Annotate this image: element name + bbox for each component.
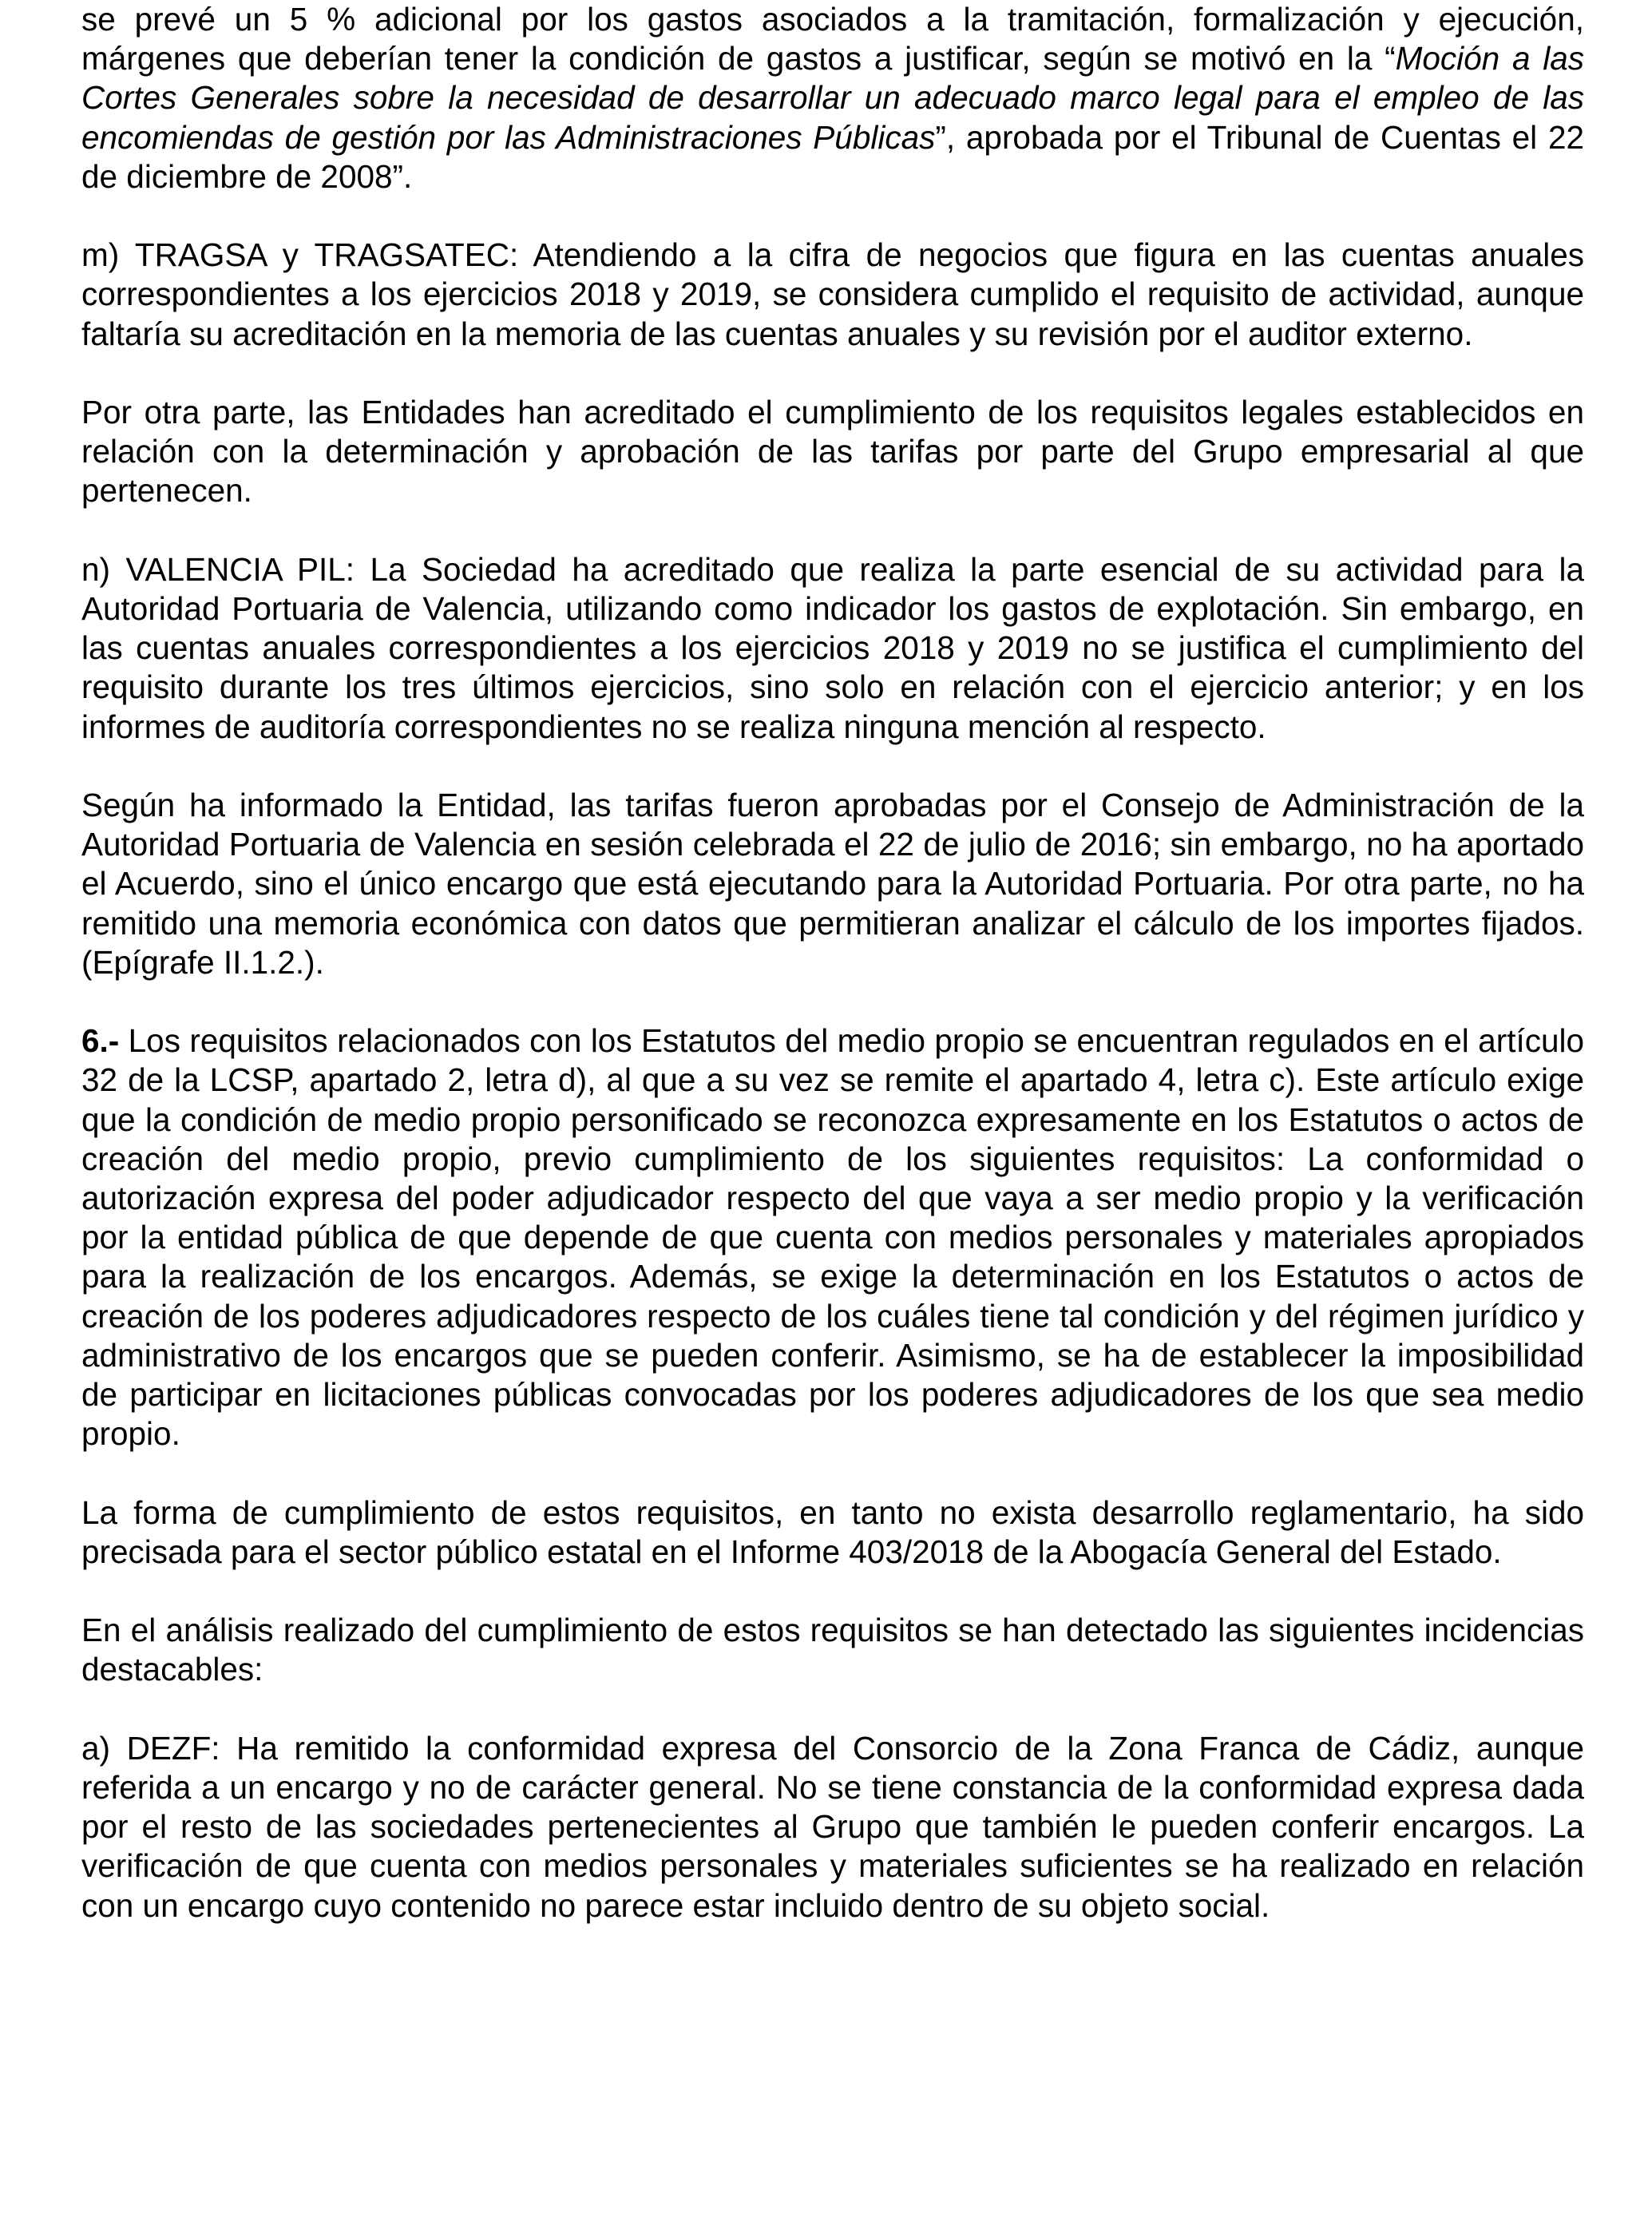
paragraph-gastos-tramitacion: [81, 0, 1584, 196]
paragraph-text-after: ”, aprobada por el Tribunal de Cuentas el 22 de diciembre de 2008”.: [81, 118, 1584, 195]
paragraph-incidencias-intro: En el análisis realizado del cumplimiento de estos requisitos se han detectado las siguientes incidencias destacables:: [81, 1612, 1584, 1688]
document-page: [81, 0, 1584, 1965]
paragraph-valencia-pil: n) VALENCIA PIL: La Sociedad ha acreditado que realiza la parte esencial de su actividad para la Autoridad Portuaria de Valencia, utilizando como indicador los gastos de explotación. Sin embargo, en las cuentas anuales correspondientes a los ejercicios 2018 y 2019 no se justifica el cumplimiento del requisito durante los tres últimos ejercicios, sino solo en relación con el ejercicio anterior; y en los informes de auditoría correspondientes no se realiza ninguna mención al respecto.: [81, 550, 1584, 745]
paragraph-tarifas-grupo: Por otra parte, las Entidades han acreditado el cumplimiento de los requisitos legales establecidos en relación con la determinación y aprobación de las tarifas por parte del Grupo empresarial al que pertenecen.: [81, 394, 1584, 510]
motion-title-italic: Moción a las Cortes Generales sobre la necesidad de desarrollar un adecuado marco legal para el empleo de las encomiendas de gestión por las Administraciones Públicas: [81, 40, 1584, 156]
paragraph-tarifas-valencia: Según ha informado la Entidad, las tarifas fueron aprobadas por el Consejo de Administración de la Autoridad Portuaria de Valencia en sesión celebrada el 22 de julio de 2016; sin embargo, no ha aportado el Acuerdo, sino el único encargo que está ejecutando para la Autoridad Portuaria. Por otra parte, no ha remitido una memoria económica con datos que permitieran analizar el cálculo de los importes fijados. (Epígrafe II.1.2.).: [81, 787, 1584, 981]
section-6-text: Los requisitos relacionados con los Estatutos del medio propio se encuentran regulados en el artículo 32 de la LCSP, apartado 2, letra d), al que a su vez se remite el apartado 4, letra c). Este artículo exige que la condición de medio propio personificado se reconozca expresamente en los Estatutos o actos de creación del medio propio, previo cumplimiento de los siguientes requisitos: La conformidad o autorización expresa del poder adjudicador respecto del que vaya a ser medio propio y la verificación por la entidad pública de que depende de que cuenta con medios personales y materiales apropiados para la realización de los encargos. Además, se exige la determinación en los Estatutos o actos de creación de los poderes adjudicadores respecto de los cuáles tiene tal condición y del régimen jurídico y administrativo de los encargos que se pueden conferir. Asimismo, se ha de establecer la imposibilidad de participar en licitaciones públicas convocadas por los poderes adjudicadores de los que sea medio propio.: [81, 1022, 1584, 1453]
paragraph-tragsa: m) TRAGSA y TRAGSATEC: Atendiendo a la cifra de negocios que figura en las cuentas anuales correspondientes a los ejercicios 2018 y 2019, se considera cumplido el requisito de actividad, aunque faltaría su acreditación en la memoria de las cuentas anuales y su revisión por el auditor externo.: [81, 236, 1584, 352]
paragraph-section-6: [81, 1021, 1584, 1454]
section-number: 6.-: [81, 1022, 120, 1060]
paragraph-text-before: se prevé un 5 % adicional por los gastos asociados a la tramitación, formalización y ejecución, márgenes que deberían tener la condición de gastos a justificar, según se motivó en la “: [81, 1, 1584, 77]
paragraph-forma-cumplimiento: La forma de cumplimiento de estos requisitos, en tanto no exista desarrollo reglamentario, ha sido precisada para el sector público estatal en el Informe 403/2018 de la Abogacía General del Estado.: [81, 1493, 1584, 1570]
paragraph-dezf: a) DEZF: Ha remitido la conformidad expresa del Consorcio de la Zona Franca de Cádiz, aunque referida a un encargo y no de carácter general. No se tiene constancia de la conformidad expresa dada por el resto de las sociedades pertenecientes al Grupo que también le pueden conferir encargos. La verificación de que cuenta con medios personales y materiales suficientes se ha realizado en relación con un encargo cuyo contenido no parece estar incluido dentro de su objeto social.: [81, 1729, 1584, 1924]
